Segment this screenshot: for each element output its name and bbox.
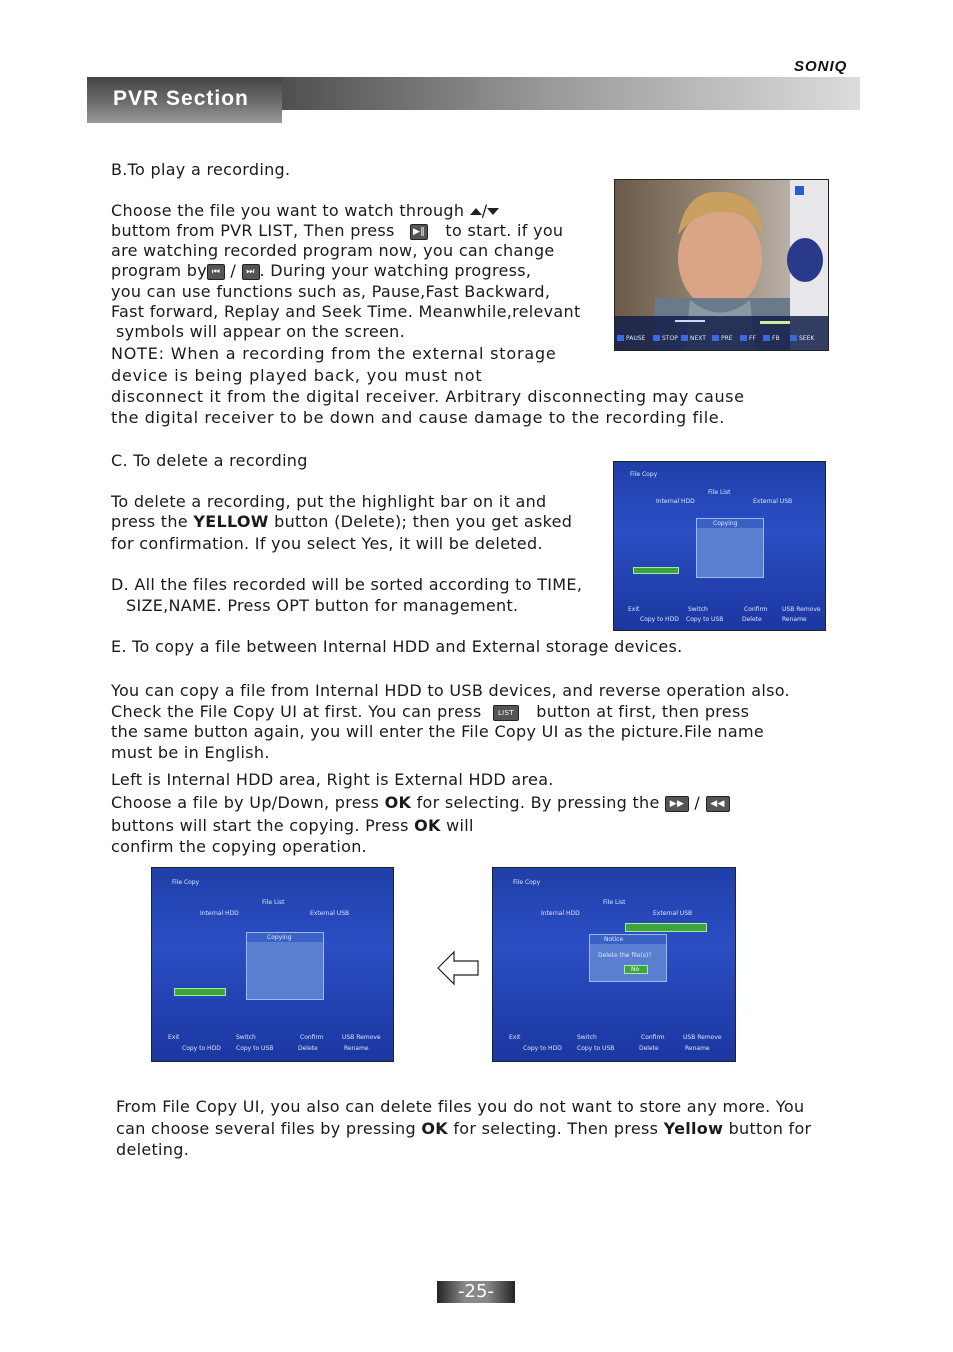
- fc-file-list: File List: [708, 489, 731, 496]
- fcr-notice-label: Notice: [604, 936, 624, 943]
- c-line-3: for confirmation. If you select Yes, it will be deleted.: [111, 534, 543, 553]
- b-line-1: [111, 201, 499, 222]
- seek-label: SEEK: [799, 335, 815, 342]
- b-line-4: [111, 261, 531, 282]
- fc-internal: Internal HDD: [656, 498, 695, 505]
- page-number-badge: [437, 1281, 515, 1303]
- b-line-2: [111, 221, 563, 242]
- page-number: -25-: [458, 1281, 494, 1302]
- b-line-2-text-b: to start. if you: [445, 221, 564, 240]
- fcl-copy-hdd: Copy to HDD: [182, 1045, 221, 1052]
- d-line-1: D. All the files recorded will be sorted according to TIME,: [111, 575, 583, 594]
- fcr-title: File Copy: [513, 879, 541, 886]
- section-title: PVR Section: [113, 87, 249, 110]
- fc-copy-hdd: Copy to HDD: [640, 616, 679, 623]
- e-line-1: You can copy a file from Internal HDD to USB devices, and reverse operation also.: [111, 681, 790, 700]
- c-line-2: [111, 512, 572, 533]
- e-line-6-sep: /: [694, 793, 701, 812]
- f-line-2: [116, 1119, 811, 1140]
- fcl-external: External USB: [310, 910, 350, 917]
- down-arrow-icon: [487, 208, 499, 215]
- c-heading: C. To delete a recording: [111, 451, 308, 470]
- fc-usb-remove: USB Remove: [782, 606, 821, 613]
- file-copy-screenshot-right: [492, 867, 736, 1062]
- playback-screenshot: [614, 179, 829, 351]
- fc-external: External USB: [753, 498, 793, 505]
- fc-confirm: Confirm: [744, 606, 768, 613]
- fcr-no-button[interactable]: [624, 965, 648, 974]
- c-line-2-text-a: press the: [111, 512, 188, 531]
- brand-logo: SONIQ: [794, 58, 848, 75]
- fcl-highlight-row: [174, 988, 226, 996]
- e-line-6-bold: OK: [384, 793, 412, 812]
- fcr-switch: Switch: [577, 1034, 597, 1041]
- next-label: NEXT: [690, 335, 706, 342]
- e-line-3: the same button again, you will enter the File Copy UI as the picture.File name: [111, 722, 765, 741]
- ff-label: FF: [749, 335, 756, 342]
- f-line-2-text-c: button for: [728, 1119, 812, 1138]
- e-line-8: confirm the copying operation.: [111, 837, 368, 856]
- fcr-no-label: No: [631, 966, 640, 973]
- up-arrow-icon: [470, 208, 482, 215]
- stop-label: STOP: [662, 335, 678, 342]
- fcl-switch: Switch: [236, 1034, 256, 1041]
- e-line-6-text-b: for selecting. By pressing the: [416, 793, 660, 812]
- fc-exit: Exit: [628, 606, 640, 613]
- fcr-highlight-row: [625, 923, 707, 932]
- e-line-7-text-a: buttons will start the copying. Press: [111, 816, 409, 835]
- f-line-1: From File Copy UI, you also can delete files you do not want to store any more. You: [116, 1097, 805, 1116]
- fcl-rename: Rename: [344, 1045, 369, 1052]
- fb-label: FB: [772, 335, 780, 342]
- c-line-2-bold: YELLOW: [193, 512, 269, 531]
- fcl-exit: Exit: [168, 1034, 180, 1041]
- e-line-2-text-b: button at first, then press: [536, 702, 750, 721]
- fast-backward-icon: ◀◀: [706, 796, 730, 812]
- b-line-4-text-a: program by: [111, 261, 208, 280]
- e-line-6: [111, 793, 730, 814]
- fcl-copy-usb: Copy to USB: [236, 1045, 274, 1052]
- f-line-2-bold-1: OK: [421, 1119, 448, 1138]
- b-line-1-sep: /: [481, 201, 488, 220]
- e-line-7-text-b: will: [446, 816, 474, 835]
- fcr-delete-prompt: Delete the file(s)?: [598, 952, 652, 959]
- e-line-5: Left is Internal HDD area, Right is External HDD area.: [111, 770, 554, 789]
- fcr-exit: Exit: [509, 1034, 521, 1041]
- fc-copy-usb: Copy to USB: [686, 616, 724, 623]
- fc-delete: Delete: [742, 616, 762, 623]
- fc-rename: Rename: [782, 616, 807, 623]
- b-line-2-text-a: buttom from PVR LIST, Then press: [111, 221, 395, 240]
- d-line-2: SIZE,NAME. Press OPT button for management.: [126, 596, 519, 615]
- fcl-usb-remove: USB Remove: [342, 1034, 381, 1041]
- pre-label: PRE: [721, 335, 733, 342]
- fast-forward-icon: ▶▶: [665, 796, 689, 812]
- fcl-file-list: File List: [262, 899, 285, 906]
- fc-highlight-row: [633, 567, 679, 574]
- fcr-usb-remove: USB Remove: [683, 1034, 722, 1041]
- fcr-copy-hdd: Copy to HDD: [523, 1045, 562, 1052]
- fcl-copying-label: Copying: [267, 934, 292, 941]
- b-line-1-text: Choose the file you want to watch through: [111, 201, 465, 220]
- note-line-2: device is being played back, you must not: [111, 366, 483, 385]
- fcl-internal: Internal HDD: [200, 910, 239, 917]
- fcr-file-list: File List: [603, 899, 626, 906]
- e-line-2: [111, 702, 749, 723]
- note-line-1: NOTE: When a recording from the external storage: [111, 344, 557, 363]
- f-line-2-bold-2: Yellow: [663, 1119, 724, 1138]
- fcr-delete: Delete: [639, 1045, 659, 1052]
- fcl-delete: Delete: [298, 1045, 318, 1052]
- b-line-4-sep: /: [230, 261, 237, 280]
- b-line-7: symbols will appear on the screen.: [116, 322, 405, 341]
- next-icon: ⏭: [242, 264, 260, 280]
- b-line-6: Fast forward, Replay and Seek Time. Meanwhile,relevant: [111, 302, 581, 321]
- fcr-confirm: Confirm: [641, 1034, 665, 1041]
- note-line-3: disconnect it from the digital receiver. Arbitrary disconnecting may cause: [111, 387, 745, 406]
- e-line-2-text-a: Check the File Copy UI at first. You can press: [111, 702, 482, 721]
- fcl-copying-popup: [246, 932, 324, 1000]
- b-line-4-text-b: . During your watching progress,: [259, 261, 532, 280]
- c-line-1: To delete a recording, put the highlight bar on it and: [111, 492, 547, 511]
- play-pause-icon: ▶‖: [410, 224, 428, 240]
- b-line-5: you can use functions such as, Pause,Fast Backward,: [111, 282, 551, 301]
- pause-label: PAUSE: [626, 335, 646, 342]
- e-heading: E. To copy a file between Internal HDD and External storage devices.: [111, 637, 683, 656]
- fc-switch: Switch: [688, 606, 708, 613]
- e-line-7: [111, 816, 474, 837]
- fcr-notice-popup: [589, 934, 667, 982]
- playback-scene: [615, 180, 828, 350]
- f-line-2-text-b: for selecting. Then press: [453, 1119, 659, 1138]
- e-line-7-bold: OK: [414, 816, 441, 835]
- left-arrow-icon: [436, 950, 480, 986]
- fc-title: File Copy: [630, 471, 658, 478]
- fcr-external: External USB: [653, 910, 693, 917]
- b-line-3: are watching recorded program now, you can change: [111, 241, 555, 260]
- e-line-6-text-a: Choose a file by Up/Down, press: [111, 793, 380, 812]
- fcr-internal: Internal HDD: [541, 910, 580, 917]
- fc-copying-label: Copying: [713, 520, 738, 527]
- section-header-tab: [87, 77, 282, 123]
- f-line-2-text-a: can choose several files by pressing: [116, 1119, 416, 1138]
- fcl-title: File Copy: [172, 879, 200, 886]
- f-line-3: deleting.: [116, 1140, 190, 1159]
- c-line-2-text-b: button (Delete); then you get asked: [274, 512, 573, 531]
- fcr-popup-header: [590, 935, 666, 944]
- previous-icon: ⏮: [207, 264, 225, 280]
- fc-copying-popup: [696, 518, 764, 578]
- fcr-rename: Rename: [685, 1045, 710, 1052]
- fcr-copy-usb: Copy to USB: [577, 1045, 615, 1052]
- list-button-icon: LIST: [493, 705, 519, 721]
- b-heading: B.To play a recording.: [111, 160, 291, 179]
- file-copy-screenshot-left: [151, 867, 394, 1062]
- file-copy-screenshot-c: [613, 461, 826, 631]
- e-line-4: must be in English.: [111, 743, 270, 762]
- note-line-4: the digital receiver to be down and cause damage to the recording file.: [111, 408, 725, 427]
- fcl-confirm: Confirm: [300, 1034, 324, 1041]
